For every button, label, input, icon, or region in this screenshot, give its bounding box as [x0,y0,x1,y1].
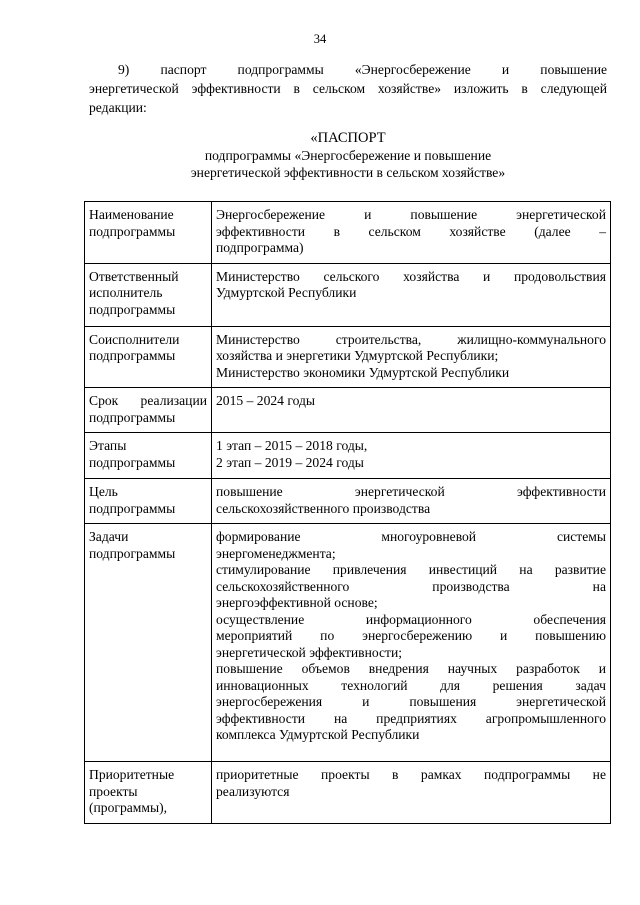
row-value-priority-projects: приоритетные проекты в рамках подпрограммы не реализуются [212,762,611,824]
intro-paragraph [89,60,607,117]
row-value-executor: Министерство сельского хозяйства и продовольствия Удмуртской Республики [212,263,611,326]
row-value-stages: 1 этап – 2015 – 2018 годы, 2 этап – 2019 – 2024 годы [212,433,611,479]
table-row [85,524,611,762]
row-value-goal: повышение энергетической эффективности сельскохозяйственного производства [212,479,611,524]
table-row [85,388,611,433]
row-value-tasks: формирование многоуровневой системы энергоменеджмента; стимулирование привлечения инвестиций на развитие сельскохозяйственного производства на энергоэффективной основе; осуществление информационного обеспечения мероприятий по энергосбережению и повышению энергетической эффективности; повышение объемов внедрения научных разработок и инновационных технологий для решения задач энергосбережения и повышения энергетической эффективности на предприятиях агропромышленного комплекса Удмуртской Республики [212,524,611,762]
row-label-stages: Этапы подпрограммы [85,433,212,479]
row-label-name: Наименование подпрограммы [85,202,212,264]
table-row [85,263,611,326]
row-value-name: Энергосбережение и повышение энергетической эффективности в сельском хозяйстве (далее – подпрограмма) [212,202,611,264]
passport-heading [89,130,607,181]
table-row [85,762,611,824]
passport-subtitle-line-1: подпрограммы «Энергосбережение и повышение [204,148,492,163]
page-number: 34 [313,32,327,46]
intro-line-3: редакции: [89,100,147,115]
table-row [85,326,611,388]
table-row [85,202,611,264]
table-row [85,479,611,524]
passport-subtitle-line-2: энергетической эффективности в сельском хозяйстве» [190,165,506,180]
intro-line-2: энергетической эффективности в сельском хозяйстве» изложить в следующей [89,81,607,96]
row-label-term: Срок реализации подпрограммы [85,388,212,433]
table-row [85,433,611,479]
row-label-goal: Цель подпрограммы [85,479,212,524]
row-value-term: 2015 – 2024 годы [212,388,611,433]
row-value-coexecutors: Министерство строительства, жилищно-коммунального хозяйства и энергетики Удмуртской Республики; Министерство экономики Удмуртской Республики [212,326,611,388]
row-label-tasks: Задачи подпрограммы [85,524,212,762]
passport-title: «ПАСПОРТ [310,130,386,146]
intro-line-1: 9) паспорт подпрограммы «Энергосбережение и повышение [118,62,607,77]
row-label-coexecutors: Соисполнители подпрограммы [85,326,212,388]
row-label-priority-projects: Приоритетные проекты (программы), [85,762,212,824]
row-label-executor: Ответственный исполнитель подпрограммы [85,263,212,326]
passport-table [84,201,611,824]
